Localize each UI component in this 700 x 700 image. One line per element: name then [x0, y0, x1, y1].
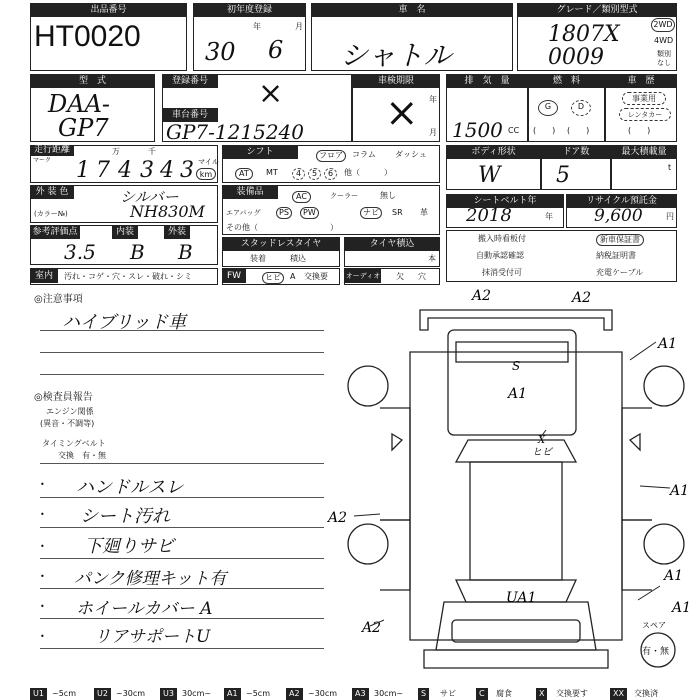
- equipment-label: 装備品: [222, 185, 278, 199]
- inspector-rule-3: [40, 558, 324, 559]
- shift-option-dash: ダッシュ: [395, 150, 427, 159]
- car-name-value: シャトル: [340, 39, 452, 72]
- history-paren: ( ): [628, 126, 651, 135]
- legend-text-6: 30cm~: [374, 689, 404, 698]
- damage-mark-12: A2: [362, 620, 382, 636]
- model-type-value-1: DAA-: [48, 90, 111, 118]
- audio-label: オーディオ: [345, 269, 381, 283]
- mileage-digit-5: 4: [160, 158, 174, 183]
- car-name-label: 車 名: [311, 3, 513, 17]
- chassis-value: GP7-1215240: [166, 120, 304, 144]
- exterior-score-value: B: [178, 240, 193, 264]
- fuel-label: 燃 料: [528, 74, 605, 88]
- interior-damage-label: 室内: [30, 269, 58, 283]
- doc-item-2: 新車保証書: [596, 234, 644, 246]
- displacement-value: 1500: [452, 118, 503, 142]
- drive-note: 類別なし: [657, 50, 671, 67]
- equip-navi: ナビ: [360, 207, 382, 219]
- damage-mark-7: ヒビ: [532, 447, 552, 458]
- legend-text-1: ~5cm: [52, 689, 76, 698]
- notes-title: ◎注意事項: [34, 294, 83, 305]
- capacity-label: 最大積載量: [611, 145, 677, 159]
- tire-load-unit: 本: [428, 254, 436, 263]
- damage-mark-5: A1: [508, 386, 528, 402]
- inspector-rule-6: [40, 648, 324, 649]
- notes-rule-2: [40, 352, 324, 353]
- bullet-6: •: [40, 632, 45, 641]
- doc-item-6: 充電ケーブル: [596, 268, 644, 277]
- inspector-rule-4: [40, 588, 324, 589]
- equip-ac: AC: [292, 191, 311, 203]
- mileage-digit-4: 3: [140, 158, 154, 183]
- legend-key-5: A2: [286, 688, 303, 700]
- notes-rule-3: [40, 374, 324, 375]
- fw-crack: ヒビ: [262, 272, 284, 284]
- drive-4wd: 4WD: [654, 36, 674, 45]
- fuel-paren-2: ( ): [567, 126, 590, 135]
- timing-belt-options: 交換 有・無: [58, 451, 106, 460]
- interior-damage-items: 汚れ・コゲ・穴・スレ・破れ・シミ: [64, 272, 192, 281]
- mileage-label: 走行距離: [30, 145, 74, 156]
- notes-line-1: ハイブリッド車: [62, 312, 187, 333]
- audio-missing: 欠: [396, 272, 404, 281]
- tire-load-label: タイヤ積込: [344, 237, 440, 251]
- grade-label: グレード／類別型式: [517, 3, 677, 17]
- equip-ps: PS: [276, 207, 292, 219]
- shift-label: シフト: [222, 145, 298, 159]
- legend-text-4: ~5cm: [246, 689, 270, 698]
- fuel-diesel: D: [571, 100, 591, 116]
- shift-gear-6: 6: [324, 168, 337, 180]
- damage-mark-13: A1: [672, 600, 692, 616]
- grade-value-1: 1807X: [548, 22, 620, 47]
- color-value-2: NH830M: [130, 202, 205, 221]
- mileage-unit-1k: 千: [148, 147, 156, 156]
- model-type-value-2: GP7: [58, 114, 109, 142]
- mileage-digit-1: 1: [76, 158, 90, 183]
- history-business: 事業用: [622, 92, 666, 105]
- legend-key-4: A1: [224, 688, 241, 700]
- doc-item-5: 抹消受付可: [482, 268, 522, 277]
- color-value-1: シルバー: [120, 188, 179, 206]
- legend-key-3: U3: [160, 688, 177, 700]
- mileage-unit-mile: マイル: [198, 158, 219, 166]
- bullet-3: •: [40, 542, 45, 551]
- equip-airbag: エアバッグ: [226, 209, 261, 217]
- equip-pw: PW: [300, 207, 319, 219]
- inspection-year: 年: [429, 95, 437, 104]
- legend-text-9: 交換要す: [556, 689, 588, 698]
- mileage-sub-label: マーク: [33, 157, 52, 164]
- recycle-value: 9,600: [594, 206, 643, 226]
- model-type-label: 型 式: [30, 74, 155, 88]
- chassis-label: 車台番号: [162, 108, 218, 122]
- mileage-digit-6: 3: [180, 158, 194, 183]
- mileage-unit-km: km: [196, 168, 216, 180]
- doors-label: ドア数: [541, 145, 611, 159]
- inspector-item-5: ホイールカバー A: [76, 599, 213, 619]
- damage-mark-6: X: [538, 435, 546, 446]
- inspector-item-3: 下廻りサビ: [84, 536, 174, 557]
- inspection-label: 車検期限: [352, 74, 440, 88]
- legend-key-6: A3: [352, 688, 369, 700]
- overall-score-label: 参考評価点: [30, 225, 80, 239]
- shift-gear-4: 4: [292, 168, 305, 180]
- studless-label: スタッドレスタイヤ: [222, 237, 340, 251]
- spare-label: スペア: [642, 621, 666, 630]
- body-form-value: W: [478, 163, 501, 188]
- legend-key-7: S: [418, 688, 429, 700]
- inspection-value: ×: [385, 90, 419, 136]
- color-label: 外 装 色: [30, 185, 74, 199]
- engine-sub-label: (異音・不調等): [40, 419, 95, 428]
- equip-other: その他（ ）: [226, 223, 338, 232]
- legend-key-1: U1: [30, 688, 47, 700]
- color-sub-label: (カラー№): [34, 210, 68, 218]
- shift-gear-5: 5: [308, 168, 321, 180]
- studless-mounted: 装着: [250, 254, 266, 263]
- legend-text-2: ~30cm: [116, 689, 146, 698]
- inspector-item-2: シート汚れ: [80, 506, 170, 527]
- bullet-1: •: [40, 480, 45, 489]
- inspector-item-1: ハンドルスレ: [76, 477, 184, 498]
- timing-belt-label: タイミングベルト: [42, 439, 106, 448]
- doc-item-3: 自動承認確認: [476, 251, 524, 260]
- inspector-rule-1: [40, 497, 324, 498]
- legend-key-9: X: [536, 688, 547, 700]
- damage-legend: [30, 688, 700, 700]
- inspector-item-4: パンク修理キット有: [74, 569, 227, 589]
- inspection-month: 月: [429, 128, 437, 137]
- history-rental: レンタカー: [619, 108, 671, 121]
- inspector-item-6: リアサポートU: [94, 627, 211, 647]
- capacity-unit: t: [668, 163, 672, 172]
- mileage-digit-2: 7: [96, 158, 110, 183]
- shift-at: AT: [235, 168, 253, 180]
- legend-key-10: XX: [610, 688, 627, 700]
- grade-value-2: 0009: [548, 45, 604, 70]
- equip-cooler: クーラー: [330, 192, 358, 200]
- damage-mark-1: A2: [472, 288, 492, 304]
- reg-number-value: ×: [258, 76, 284, 111]
- body-form-label: ボディ形状: [446, 145, 541, 159]
- doc-item-4: 納税証明書: [596, 251, 636, 260]
- fuel-paren-1: ( ): [533, 126, 556, 135]
- lot-number-value: HT0020: [34, 20, 141, 53]
- shift-option-column: コラム: [352, 150, 376, 159]
- seatbelt-value: 2018: [466, 205, 512, 226]
- legend-key-2: U2: [94, 688, 111, 700]
- exterior-score-label: 外装: [164, 225, 190, 239]
- first-reg-label: 初年度登録: [193, 3, 306, 17]
- fw-a: A: [290, 272, 296, 281]
- first-reg-month: 6: [268, 36, 284, 64]
- spare-options: 有・無: [642, 647, 670, 657]
- equip-none: 無し: [380, 191, 396, 200]
- studless-loaded: 積込: [290, 254, 306, 263]
- shift-mt: MT: [266, 168, 278, 177]
- engine-label: エンジン関係: [46, 407, 94, 416]
- legend-key-8: C: [476, 688, 488, 700]
- audio-hole: 穴: [418, 272, 426, 281]
- equip-leather: 革: [420, 208, 428, 217]
- inspector-rule-0: [40, 463, 324, 464]
- first-reg-year: 30: [205, 38, 236, 66]
- fw-label: FW: [222, 269, 246, 283]
- damage-mark-4: S: [512, 359, 521, 373]
- damage-mark-10: A1: [664, 568, 684, 584]
- legend-text-3: 30cm~: [182, 689, 212, 698]
- seatbelt-unit: 年: [545, 212, 553, 221]
- inspector-rule-2: [40, 527, 324, 528]
- bullet-4: •: [40, 572, 45, 581]
- damage-mark-11: UA1: [506, 590, 537, 606]
- overall-score-value: 3.5: [64, 240, 96, 264]
- damage-mark-9: A2: [328, 510, 348, 526]
- seatbelt-label: シートベルト年: [446, 194, 564, 208]
- damage-mark-3: A1: [658, 336, 678, 352]
- recycle-unit: 円: [666, 212, 674, 221]
- doors-value: 5: [556, 163, 570, 188]
- lot-number-label: 出品番号: [30, 3, 187, 17]
- fuel-gasoline: G: [538, 100, 558, 116]
- mileage-digit-3: 4: [118, 158, 132, 183]
- bullet-5: •: [40, 602, 45, 611]
- legend-text-10: 交換済: [634, 689, 658, 698]
- legend-text-5: ~30cm: [308, 689, 338, 698]
- mileage-unit-10k: 万: [112, 147, 120, 156]
- car-damage-diagram: [328, 288, 700, 688]
- interior-score-label: 内装: [112, 225, 138, 239]
- bullet-2: •: [40, 510, 45, 519]
- displacement-unit: CC: [508, 126, 520, 135]
- inspector-rule-5: [40, 618, 324, 619]
- shift-option-floor: フロア: [316, 150, 346, 162]
- year-unit: 年: [253, 22, 261, 31]
- drive-2wd: 2WD: [651, 18, 675, 32]
- damage-mark-2: A2: [572, 290, 592, 306]
- inspector-title: ◎検査員報告: [34, 392, 93, 403]
- recycle-label: リサイクル預託金: [566, 194, 677, 208]
- doc-item-1: 搬入時看板付: [478, 234, 526, 243]
- shift-other: 他（ ）: [344, 168, 392, 177]
- damage-mark-8: A1: [670, 483, 690, 499]
- fw-replace: 交換要: [304, 272, 328, 281]
- equip-sr: SR: [392, 208, 403, 217]
- interior-score-value: B: [130, 240, 145, 264]
- reg-number-label: 登録番号: [162, 74, 218, 88]
- legend-text-7: サビ: [440, 689, 456, 698]
- legend-text-8: 腐食: [496, 689, 512, 698]
- notes-rule-1: [40, 330, 324, 331]
- month-unit: 月: [295, 22, 303, 31]
- displacement-label: 排 気 量: [446, 74, 528, 88]
- history-label: 車 歴: [605, 74, 677, 88]
